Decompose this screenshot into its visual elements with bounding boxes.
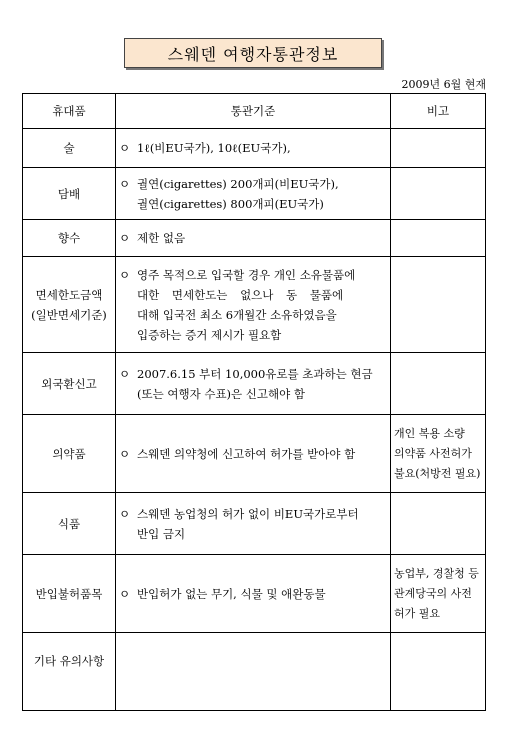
note-cell	[391, 353, 486, 415]
note-cell	[391, 633, 486, 711]
bullet-icon: ㅇ	[119, 506, 131, 521]
document-title-text: 스웨덴 여행자통관정보	[167, 44, 339, 64]
table-row	[23, 493, 486, 555]
rule-cell: ㅇ 1ℓ(비EU국가), 10ℓ(EU국가),	[116, 129, 391, 168]
rule-cell: ㅇ 반입허가 없는 무기, 식물 및 애완동물	[116, 555, 391, 633]
table-header-row	[23, 94, 486, 129]
table-row	[23, 257, 486, 353]
table-row	[23, 633, 486, 711]
header-note: 비고	[391, 94, 486, 129]
bullet-icon: ㅇ	[119, 267, 131, 282]
header-rule: 통관기준	[116, 94, 391, 129]
date-note: 2009년 6월 현재	[401, 78, 486, 91]
rule-cell	[116, 633, 391, 711]
header-item: 휴대품	[23, 94, 116, 129]
table-row	[23, 129, 486, 168]
customs-table	[22, 93, 486, 711]
item-cell: 술	[23, 129, 116, 168]
bullet-icon: ㅇ	[119, 176, 131, 191]
note-cell	[391, 129, 486, 168]
note-cell	[391, 493, 486, 555]
item-cell: 반입불허품목	[23, 555, 116, 633]
bullet-icon: ㅇ	[119, 231, 131, 245]
rule-cell: ㅇ 2007.6.15 부터 10,000유로를 초과하는 현금 (또는 여행자 수표)은 신고해야 함	[116, 353, 391, 415]
rule-cell: ㅇ 스웨덴 농업청의 허가 없이 비EU국가로부터 반입 금지	[116, 493, 391, 555]
rule-cell: ㅇ 영주 목적으로 입국할 경우 개인 소유물품에 대한 면세한도는 없으나 동 물품에 대해 입국전 최소 6개월간 소유하였음을 입증하는 증거 제시가 필요함	[116, 257, 391, 353]
note-cell	[391, 220, 486, 257]
bullet-icon: ㅇ	[119, 366, 131, 381]
note-cell: 농업부, 경찰청 등 관계당국의 사전 허가 필요	[391, 555, 486, 633]
rule-cell: ㅇ 제한 없음	[116, 220, 391, 257]
table-row	[23, 555, 486, 633]
note-cell: 개인 복용 소량 의약품 사전허가 불요(처방전 필요)	[391, 415, 486, 493]
note-cell	[391, 257, 486, 353]
table-row	[23, 415, 486, 493]
rule-cell: ㅇ 궐연(cigarettes) 200개피(비EU국가), 궐연(cigarettes) 800개피(EU국가)	[116, 168, 391, 220]
document-title	[124, 38, 382, 68]
bullet-icon: ㅇ	[119, 446, 131, 461]
item-cell: 의약품	[23, 415, 116, 493]
table-row	[23, 168, 486, 220]
item-cell: 기타 유의사항	[23, 633, 116, 711]
item-cell: 향수	[23, 220, 116, 257]
note-cell	[391, 168, 486, 220]
rule-cell: ㅇ 스웨덴 의약청에 신고하여 허가를 받아야 함	[116, 415, 391, 493]
table-row	[23, 220, 486, 257]
item-cell: 식품	[23, 493, 116, 555]
item-cell: 면세한도금액 (일반면세기준)	[23, 257, 116, 353]
item-cell: 담배	[23, 168, 116, 220]
bullet-icon: ㅇ	[119, 586, 131, 601]
table-row	[23, 353, 486, 415]
bullet-icon: ㅇ	[119, 141, 131, 155]
item-cell: 외국환신고	[23, 353, 116, 415]
